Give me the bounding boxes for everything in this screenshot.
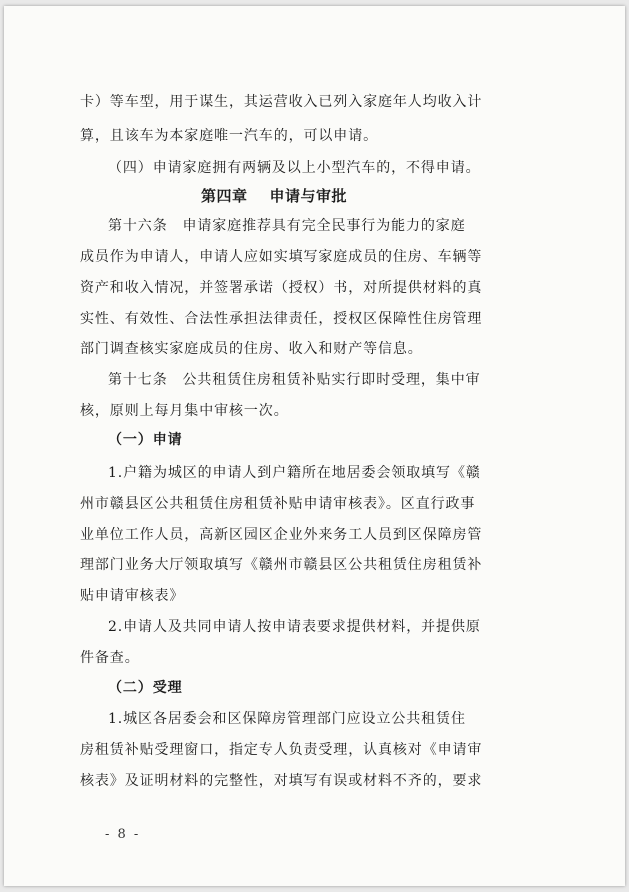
article-17: 第十七条 公共租赁住房租赁补贴实行即时受理，集中审 xyxy=(108,372,481,388)
section-heading-accept: （二）受理 xyxy=(108,680,183,696)
text-line: 贴申请审核表》 xyxy=(80,588,185,604)
text-line: 算，且该车为本家庭唯一汽车的，可以申请。 xyxy=(80,128,378,144)
article-16: 第十六条 申请家庭推荐具有完全民事行为能力的家庭 xyxy=(108,218,466,234)
text-line: 州市赣县区公共租赁住房租赁补贴申请审核表》。区直行政事 xyxy=(80,496,476,512)
text-line: 资产和收入情况，并签署承诺（授权）书，对所提供材料的真 xyxy=(80,280,483,296)
text-line: 件备查。 xyxy=(80,650,140,666)
text-line: 核表》及证明材料的完整性，对填写有误或材料不齐的，要求 xyxy=(80,773,483,789)
section-heading-apply: （一）申请 xyxy=(108,432,183,448)
text-line: 部门调查核实家庭成员的住房、收入和财产等信息。 xyxy=(80,341,423,357)
text-line: 卡）等车型，用于谋生，其运营收入已列入家庭年人均收入计 xyxy=(80,94,483,110)
text-line: 2.申请人及共同申请人按申请表要求提供材料，并提供原 xyxy=(108,619,481,635)
text-line: 成员作为申请人，申请人应如实填写家庭成员的住房、车辆等 xyxy=(80,249,483,265)
text-line: 1.户籍为城区的申请人到户籍所在地居委会领取填写《赣 xyxy=(108,465,481,481)
chapter-heading xyxy=(201,186,347,206)
text-line: 业单位工作人员，高新区园区企业外来务工人员到区保障房管 xyxy=(80,527,483,543)
text-line: 核，原则上每月集中审核一次。 xyxy=(80,403,289,419)
page-number: - 8 - xyxy=(105,827,141,842)
chapter-title: 申请与审批 xyxy=(269,187,348,205)
text-line: （四）申请家庭拥有两辆及以上小型汽车的，不得申请。 xyxy=(108,160,481,176)
text-line: 1.城区各居委会和区保障房管理部门应设立公共租赁住 xyxy=(108,711,466,727)
document-page xyxy=(4,6,625,886)
text-line: 理部门业务大厅领取填写《赣州市赣县区公共租赁住房租赁补 xyxy=(80,557,483,573)
text-line: 实性、有效性、合法性承担法律责任，授权区保障性住房管理 xyxy=(80,311,483,327)
text-line: 房租赁补贴受理窗口，指定专人负责受理，认真核对《申请审 xyxy=(80,742,483,758)
chapter-number: 第四章 xyxy=(201,187,248,205)
